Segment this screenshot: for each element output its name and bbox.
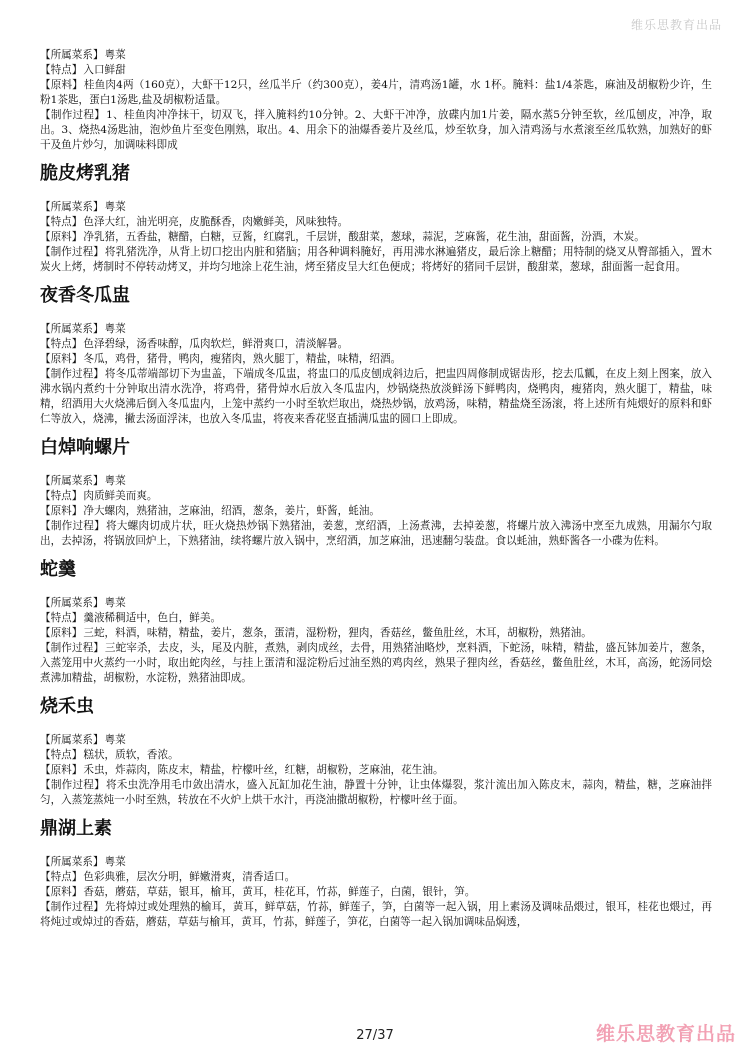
- process-value: 1、桂鱼肉冲净抹干，切双飞，拌入腌料约10分钟。2、大虾干冲净，放碟内加1片姜，隔水蒸5分钟至软，丝瓜刨皮，冲净，取出。3、烧热4汤匙油，泡炒鱼片至变色刚熟，取出。4、用余下的油爆香姜片及丝瓜，炒至软身，加入清鸡汤与水煮滚至丝瓜软熟，加熟好的虾干及鱼片炒匀，加调味料即成: [40, 109, 713, 151]
- features-line: [40, 489, 712, 504]
- recipe-section: [40, 436, 712, 549]
- process-label: 【制作过程】: [40, 109, 106, 121]
- cuisine-value: 粤菜: [104, 734, 126, 746]
- ingredients-label: 【原料】: [40, 231, 83, 243]
- process-line: [40, 108, 712, 153]
- recipe-title: 夜香冬瓜盅: [40, 285, 130, 306]
- cuisine-line: [40, 322, 712, 337]
- ingredients-line: [40, 763, 712, 778]
- cuisine-line: [40, 596, 712, 611]
- ingredients-line: [40, 78, 712, 108]
- ingredients-label: 【原料】: [40, 764, 83, 776]
- process-line: [40, 900, 712, 930]
- features-line: [40, 870, 712, 885]
- cuisine-label: 【所属菜系】: [40, 323, 104, 335]
- recipe-title: 脆皮烤乳猪: [40, 163, 130, 184]
- recipe-title: 烧禾虫: [40, 696, 94, 717]
- features-label: 【特点】: [40, 216, 83, 228]
- process-value: 将冬瓜蒂端部切下为盅盖，下端成冬瓜盅，将盅口的瓜皮刨成斜边后，把盅四周修制成锯齿形，挖去瓜瓤，在皮上刻上图案，放入沸水锅内煮约十分钟取出清水洗净，将鸡骨，猪骨焯水后放入冬瓜盅内，炒锅烧热放淡鲜汤下鲜鸭肉，烧鸭肉，瘦猪肉，熟火腿丁，精盐，味精，绍酒用大火烧沸后倒入冬瓜盅内，上笼中蒸约一小时至软烂取出，烧热炒锅，放鸡汤，味精，精盐烧至汤滚，将上述所有炖煨好的原料和虾仁等放入，烧沸，撇去汤面浮沫，也放入冬瓜盅，将夜来香花竖直插满瓜盅的圆口上即成。: [40, 368, 713, 425]
- ingredients-line: [40, 230, 712, 245]
- ingredients-value: 桂鱼肉4两（160克），大虾干12只，丝瓜半斤（约300克），姜4片，清鸡汤1罐，水 1杯。腌料：盐1/4茶匙，麻油及胡椒粉少许，生粉1茶匙，蛋白1汤匙,盐及胡椒粉适量。: [40, 79, 712, 106]
- recipe-title: 鼎湖上素: [40, 818, 112, 839]
- cuisine-label: 【所属菜系】: [40, 475, 104, 487]
- process-label: 【制作过程】: [40, 779, 105, 791]
- features-label: 【特点】: [40, 490, 83, 502]
- recipe-section: [40, 284, 712, 427]
- process-label: 【制作过程】: [40, 246, 104, 258]
- features-value: 色泽碧绿，汤香味醇，瓜肉软烂，鲜滑爽口，清淡解暑。: [83, 338, 349, 350]
- features-line: [40, 611, 712, 626]
- recipe-section: [40, 558, 712, 686]
- cuisine-label: 【所属菜系】: [40, 49, 104, 61]
- cuisine-value: 粤菜: [104, 856, 126, 868]
- process-label: 【制作过程】: [40, 642, 104, 654]
- features-line: [40, 215, 712, 230]
- process-line: [40, 519, 712, 549]
- process-line: [40, 641, 712, 686]
- recipe-section: [40, 48, 712, 153]
- cuisine-value: 粤菜: [104, 49, 126, 61]
- features-label: 【特点】: [40, 338, 83, 350]
- cuisine-line: [40, 855, 712, 870]
- cuisine-label: 【所属菜系】: [40, 734, 104, 746]
- cuisine-label: 【所属菜系】: [40, 201, 104, 213]
- cuisine-value: 粤菜: [104, 201, 126, 213]
- features-label: 【特点】: [40, 749, 83, 761]
- features-value: 肉质鲜美而爽。: [83, 490, 158, 502]
- recipe-section: [40, 817, 712, 930]
- features-value: 入口鲜甜: [83, 64, 126, 76]
- ingredients-label: 【原料】: [40, 886, 83, 898]
- cuisine-value: 粤菜: [104, 597, 126, 609]
- page-number: 27/37: [356, 1028, 394, 1043]
- cuisine-line: [40, 48, 712, 63]
- features-value: 色彩典雅，层次分明，鲜嫩滑爽，清香适口。: [83, 871, 296, 883]
- process-line: [40, 367, 712, 427]
- ingredients-label: 【原料】: [40, 79, 83, 91]
- process-label: 【制作过程】: [40, 368, 104, 380]
- process-value: 将大螺肉切成片状，旺火烧热炒锅下熟猪油，姜葱，烹绍酒，上汤煮沸，去掉姜葱，将螺片放入沸汤中烹至九成熟，用漏尔勺取出，去掉汤，将锅放回炉上，下熟猪油，续将螺片放入锅中，烹绍酒，加芝麻油，迅速翻匀装盘。食以蚝油，熟虾酱各一小碟为佐料。: [40, 520, 713, 547]
- ingredients-value: 冬瓜，鸡骨，猪骨，鸭肉，瘦猪肉，熟火腿丁，精盐，味精，绍酒。: [83, 353, 402, 365]
- ingredients-value: 三蛇，料酒，味精，精盐，姜片，葱条，蛋清，湿粉粉，狸肉，香菇丝，鳖鱼肚丝，木耳，胡椒粉，熟猪油。: [83, 627, 592, 639]
- ingredients-value: 净乳猪，五香盐，糖醋，白糖，豆酱，红腐乳，千层饼，酸甜菜，葱球，蒜泥，芝麻酱，花生油，甜面酱，汾酒，木炭。: [83, 231, 645, 243]
- cuisine-label: 【所属菜系】: [40, 856, 104, 868]
- features-value: 羹液稀稠适中，色白，鲜美。: [83, 612, 222, 624]
- process-value: 将禾虫洗净用毛巾敛出清水，盛入瓦缸加花生油，静置十分钟，让虫体爆裂，浆汁流出加入陈皮末，蒜肉，精盐，糖，芝麻油拌匀，入蒸笼蒸炖一小时至熟，转放在不火炉上烘干水汁，再浇油撒胡椒粉，柠檬叶丝于面。: [40, 779, 713, 806]
- ingredients-label: 【原料】: [40, 505, 83, 517]
- features-line: [40, 63, 712, 78]
- process-label: 【制作过程】: [40, 901, 104, 913]
- features-label: 【特点】: [40, 871, 83, 883]
- features-value: 糕状，质软，香浓。: [83, 749, 179, 761]
- features-line: [40, 748, 712, 763]
- ingredients-line: [40, 352, 712, 367]
- features-label: 【特点】: [40, 64, 83, 76]
- recipe-list: [40, 48, 712, 939]
- cuisine-line: [40, 200, 712, 215]
- ingredients-label: 【原料】: [40, 627, 83, 639]
- process-value: 先将焯过或处理熟的榆耳，黄耳，鲜草菇，竹荪，鲜莲子，笋，白菌等一起入锅，用上素汤及调味品煨过，银耳，桂花也煨过，再将炖过或焯过的香菇，蘑菇，草菇与榆耳，黄耳，竹荪，鲜莲子，笋花，白菌等一起入锅加调味品焖透，: [40, 901, 713, 928]
- features-value: 色泽大红，油光明亮，皮脆酥香，肉嫩鲜美，风味独特。: [83, 216, 349, 228]
- recipe-title: 蛇羹: [40, 559, 76, 580]
- ingredients-line: [40, 626, 712, 641]
- cuisine-label: 【所属菜系】: [40, 597, 104, 609]
- process-label: 【制作过程】: [40, 520, 105, 532]
- features-label: 【特点】: [40, 612, 83, 624]
- ingredients-value: 禾虫，炸蒜肉，陈皮末，精盐，柠檬叶丝，红糖，胡椒粉，芝麻油，花生油。: [83, 764, 444, 776]
- ingredients-line: [40, 885, 712, 900]
- ingredients-value: 香菇，蘑菇，草菇，银耳，榆耳，黄耳，桂花耳，竹荪，鲜莲子，白菌，银针，笋。: [83, 886, 476, 898]
- ingredients-label: 【原料】: [40, 353, 83, 365]
- brand-watermark: 维乐思教育出品: [595, 1023, 736, 1045]
- process-value: 三蛇宰杀，去皮，头，尾及内脏，煮熟，剥肉成丝，去骨，用熟猪油略炒，烹料酒，下蛇汤，味精，精盐，盛瓦钵加姜片，葱条，入蒸笼用中火蒸约一小时，取出蛇肉丝，与挂上蛋清和湿淀粉后过油至熟的鸡肉丝，熟果子狸肉丝，香菇丝，鳖鱼肚丝，木耳，高汤，蛇汤同烩煮沸加精盐，胡椒粉，水淀粉，熟猪油即成。: [40, 642, 713, 684]
- process-line: [40, 245, 712, 275]
- cuisine-line: [40, 474, 712, 489]
- process-line: [40, 778, 712, 808]
- recipe-section: [40, 695, 712, 808]
- recipe-section: [40, 162, 712, 275]
- process-value: 将乳猪洗净，从背上切口挖出内脏和猪脑；用各种调料腌好，再用沸水淋遍猪皮，最后涂上糖醋；用特制的烧叉从臀部插入，置木炭火上烤，烤制时不停转动烤叉，并均匀地涂上花生油，烤至猪皮呈大红色便成；将烤好的猪同千层饼，酸甜菜，葱球，甜面酱一起食用。: [40, 246, 713, 273]
- cuisine-value: 粤菜: [104, 323, 126, 335]
- header-watermark: 维乐思教育出品: [630, 18, 722, 32]
- cuisine-value: 粤菜: [104, 475, 126, 487]
- recipe-title: 白焯响螺片: [40, 437, 130, 458]
- ingredients-value: 净大螺肉，熟猪油，芝麻油，绍酒，葱条，姜片，虾酱，蚝油。: [83, 505, 380, 517]
- ingredients-line: [40, 504, 712, 519]
- cuisine-line: [40, 733, 712, 748]
- features-line: [40, 337, 712, 352]
